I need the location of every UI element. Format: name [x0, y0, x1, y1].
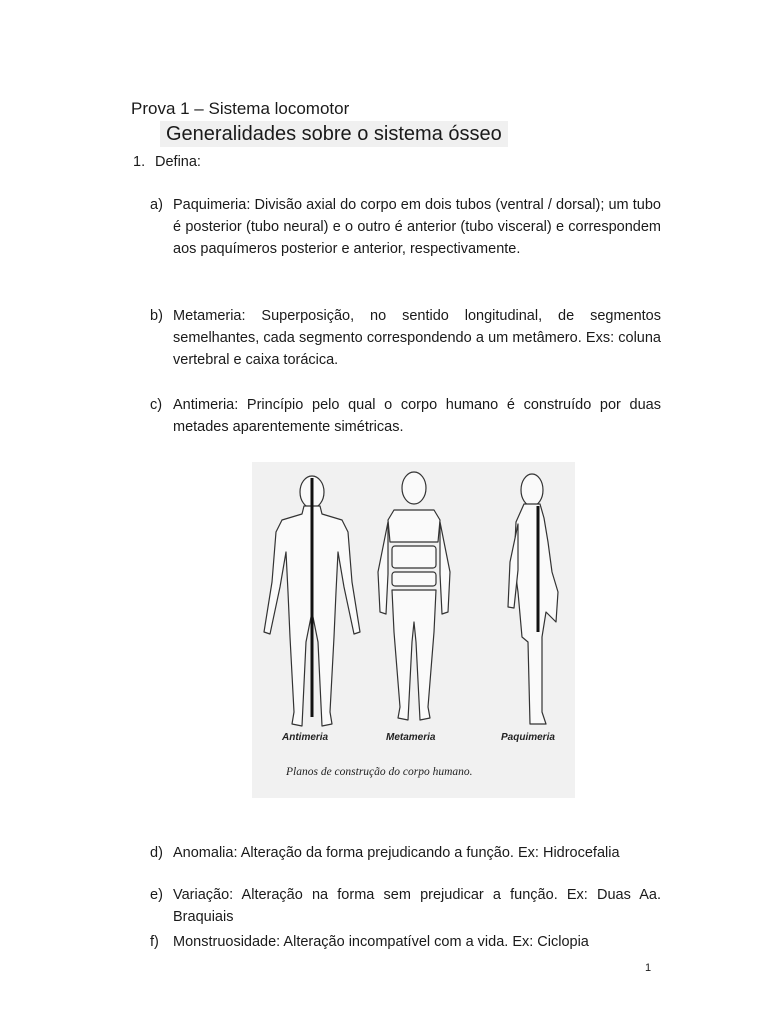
item-text: Variação: Alteração na forma sem prejudicar a função. Ex: Duas Aa. Braquiais — [173, 887, 661, 925]
figure-caption: Planos de construção do corpo humano. — [286, 766, 473, 778]
list-item-variacao — [150, 884, 661, 928]
item-text: Metameria: Superposição, no sentido longitudinal, de segmentos semelhantes, cada segmento correspondendo a um metâmero. Exs: coluna vertebral e caixa torácica. — [173, 308, 661, 368]
item-marker: f) — [150, 934, 159, 950]
list-item-paquimeria — [150, 194, 661, 260]
item-marker: d) — [150, 845, 163, 861]
item-text: Paquimeria: Divisão axial do corpo em dois tubos (ventral / dorsal); um tubo é posterior (tubo neural) e o outro é anterior (tubo visceral) e correspondem aos paquímeros posterior e anterior, respectivamente. — [173, 197, 661, 257]
list-item-monstruosidade — [150, 931, 661, 953]
paquimeria-figure — [508, 474, 558, 724]
question-label: Defina: — [155, 154, 201, 170]
page-number: 1 — [645, 962, 652, 974]
item-marker: e) — [150, 887, 163, 903]
question-number: 1. — [133, 154, 146, 170]
body-figures-illustration — [252, 462, 575, 798]
item-text: Monstruosidade: Alteração incompatível com a vida. Ex: Ciclopia — [173, 934, 589, 950]
list-item-anomalia — [150, 842, 661, 864]
item-marker: c) — [150, 397, 163, 413]
section-title: Generalidades sobre o sistema ósseo — [160, 121, 508, 147]
list-item-metameria — [150, 305, 661, 371]
list-item-antimeria — [150, 394, 661, 438]
metameria-figure — [378, 472, 450, 720]
document-header: Prova 1 – Sistema locomotor — [131, 99, 350, 118]
item-marker: b) — [150, 308, 163, 324]
label-metameria: Metameria — [386, 732, 436, 743]
label-paquimeria: Paquimeria — [501, 732, 555, 743]
item-text: Anomalia: Alteração da forma prejudicando a função. Ex: Hidrocefalia — [173, 845, 620, 861]
item-marker: a) — [150, 197, 163, 213]
body-planes-figure — [252, 462, 575, 798]
item-text: Antimeria: Princípio pelo qual o corpo humano é construído por duas metades aparentemente simétricas. — [173, 397, 661, 435]
antimeria-figure — [264, 476, 360, 726]
label-antimeria: Antimeria — [282, 732, 329, 743]
